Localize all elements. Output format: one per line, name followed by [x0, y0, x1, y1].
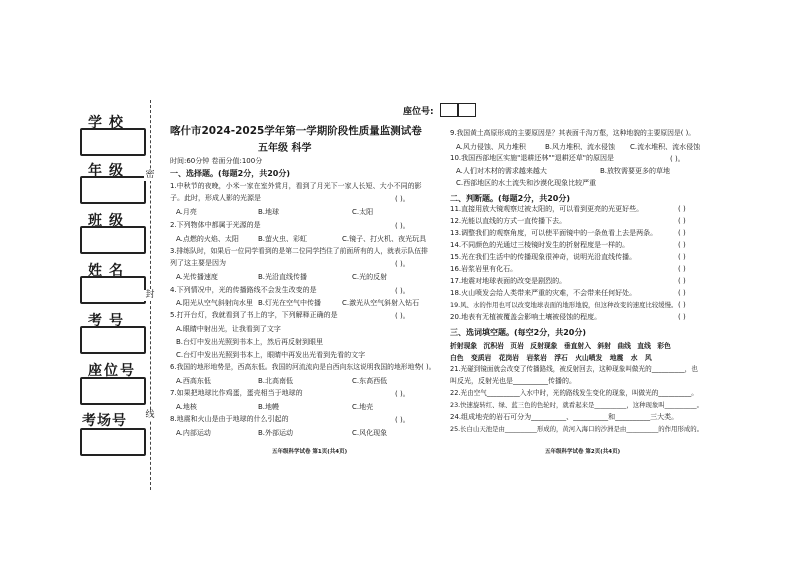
q2-option-a[interactable]: A.点燃的火焰、太阳: [176, 235, 239, 243]
section-2-heading: 二、判断题。(每题2分，共20分): [450, 194, 571, 203]
judge-12: 12.光能以直线的方式一直传播下去。: [450, 217, 567, 225]
question-7: 7.如果把地球比作鸡蛋，蛋壳相当于地球的: [170, 389, 303, 397]
seat-box-1[interactable]: [440, 103, 458, 117]
question-8-answer[interactable]: ( )。: [395, 416, 410, 424]
page-title: 喀什市2024-2025学年第一学期阶段性质量监测试卷: [170, 125, 422, 137]
judge-15-answer[interactable]: ( ): [678, 253, 686, 261]
label-class: 班级: [88, 213, 130, 229]
question-8: 8.地震和火山是由于地球的什么引起的: [170, 415, 289, 423]
question-1-line-1: 1.中秋节的夜晚，小米一家在室外赏月，看到了月光下一家人长短、大小不同的影: [170, 182, 422, 190]
question-3-line-2: 列了这主要是因为: [170, 259, 226, 267]
q10-option-b[interactable]: B.放牧需要更多的草地: [600, 167, 671, 175]
judge-20-answer[interactable]: ( ): [678, 313, 686, 321]
section-3-heading: 三、选词填空题。(每空2分，共20分): [450, 328, 587, 337]
q5-option-b[interactable]: B.台灯中发出光照到书本上，然后再反射到眼里: [176, 338, 324, 346]
judge-11: 11.直接用放大镜观察过被太阳的，可以看到更亮的光更好些。: [450, 205, 644, 213]
q7-option-b[interactable]: B.地幔: [258, 403, 280, 411]
seat-box-2[interactable]: [458, 103, 476, 117]
q3-option-c[interactable]: C.光的反射: [352, 273, 388, 281]
word-bank-row-1: 折射现象 沉积岩 页岩 反射现象 垂直射入 斜射 曲线 直线 彩色: [450, 342, 671, 350]
q5-option-a[interactable]: A.眼睛中射出光，让我看到了文字: [176, 325, 281, 333]
label-name: 姓名: [88, 263, 130, 279]
q2-option-b[interactable]: B.萤火虫、彩虹: [258, 235, 308, 243]
q8-option-c[interactable]: C.风化现象: [352, 429, 388, 437]
q6-option-c[interactable]: C.东高西低: [352, 377, 388, 385]
q1-option-a[interactable]: A.月亮: [176, 208, 197, 216]
seat-number-field[interactable]: [80, 377, 146, 405]
q5-option-c[interactable]: C.台灯中发出光照到书本上，眼睛中再发出光看到先看的文字: [176, 351, 366, 359]
q3-option-a[interactable]: A.光传播速度: [176, 273, 218, 281]
q6-option-a[interactable]: A.西高东低: [176, 377, 211, 385]
question-2: 2.下列物体中都属于光源的是: [170, 221, 261, 229]
q4-option-a[interactable]: A.阳光从空气斜射向水里: [176, 299, 253, 307]
q8-option-a[interactable]: A.内部运动: [176, 429, 211, 437]
page-subtitle: 五年级 科学: [258, 143, 312, 154]
q4-option-c[interactable]: C.激光从空气斜射入钻石: [342, 299, 420, 307]
grade-field[interactable]: [80, 176, 146, 204]
question-9: 9.我国黄土高原形成的主要原因是？其表面千沟万壑，这种地貌的主要原因是( )。: [450, 129, 696, 137]
judge-15: 15.光在我们生活中的传播现象很神奇，说明光沿直线传播。: [450, 253, 637, 261]
question-1-answer[interactable]: ( )。: [395, 195, 410, 203]
q7-option-a[interactable]: A.地核: [176, 403, 197, 411]
question-5: 5.打开台灯，我就看到了书上的字，下列解释正确的是: [170, 311, 338, 319]
question-6: 6.我国的地形地势是，西高东低。我国的河流流向是自西向东这说明我国的地形地势( )。: [170, 363, 436, 371]
judge-14: 14.不同颜色的光通过三棱镜时发生的折射程度是一样的。: [450, 241, 630, 249]
q9-option-a[interactable]: A.风力侵蚀、风力堆积: [456, 143, 526, 151]
label-exam-room: 考场号: [82, 413, 127, 429]
label-school: 学校: [88, 115, 130, 131]
question-4: 4.下列情况中，光的传播路线不会发生改变的是: [170, 286, 317, 294]
label-seat-number: 座位号: [88, 363, 136, 379]
question-10: 10.我国西部地区实施"退耕还林""退耕还草"的原因是: [450, 154, 615, 162]
judge-16: 16.岩浆岩里有化石。: [450, 265, 518, 273]
section-1-heading: 一、选择题。(每题2分，共20分): [170, 169, 291, 178]
label-exam-number: 考号: [88, 313, 130, 329]
q9-option-b[interactable]: B.风力堆积、流水侵蚀: [545, 143, 616, 151]
q7-option-c[interactable]: C.地壳: [352, 403, 374, 411]
q9-option-c[interactable]: C.流水堆积、流水侵蚀: [630, 143, 701, 151]
question-21-line-2: 叫反光，反射光也是__________传播的。: [450, 377, 576, 385]
question-5-answer[interactable]: ( )。: [395, 312, 410, 320]
judge-12-answer[interactable]: ( ): [678, 217, 686, 225]
seal-char-1: 密: [145, 170, 155, 180]
seal-char-2: 封: [145, 290, 155, 300]
question-10-answer[interactable]: ( )。: [670, 155, 685, 163]
judge-18-answer[interactable]: ( ): [678, 289, 686, 297]
judge-13-answer[interactable]: ( ): [678, 229, 686, 237]
q10-option-a[interactable]: A.人们对木材的需求越来越大: [456, 167, 547, 175]
school-field[interactable]: [80, 128, 146, 156]
seal-char-3: 线: [145, 410, 155, 420]
q3-option-b[interactable]: B.光沿直线传播: [258, 273, 308, 281]
question-4-answer[interactable]: ( )。: [395, 287, 410, 295]
question-7-answer[interactable]: ( )。: [395, 390, 410, 398]
question-25: 25.长白山天池是由__________形成的，黄河入海口的沙洲是由__________的作用形成的。: [450, 425, 704, 433]
q8-option-b[interactable]: B.外部运动: [258, 429, 294, 437]
question-3-line-1: 3.排练队时，如果后一位同学看到的是第二位同学挡住了前面所有的人，就表示队伍排: [170, 247, 428, 255]
q6-option-b[interactable]: B.北高南低: [258, 377, 294, 385]
q1-option-b[interactable]: B.地球: [258, 208, 280, 216]
question-2-answer[interactable]: ( )。: [395, 222, 410, 230]
page-1-footer: 五年级科学试卷 第1页(共4页): [272, 449, 348, 455]
label-grade: 年级: [88, 163, 130, 179]
q4-option-b[interactable]: B.灯光在空气中传播: [258, 299, 322, 307]
judge-11-answer[interactable]: ( ): [678, 205, 686, 213]
question-1-line-2: 子。此时，形成人影的光源是: [170, 194, 261, 202]
question-3-answer[interactable]: ( )。: [395, 260, 410, 268]
judge-17-answer[interactable]: ( ): [678, 277, 686, 285]
exam-room-field[interactable]: [80, 428, 146, 456]
question-24: 24.组成地壳的岩石可分为__________、__________和__________三大类。: [450, 413, 679, 421]
exam-number-field[interactable]: [80, 326, 146, 354]
q10-option-c[interactable]: C.西部地区的水土流失和沙漠化现象比较严重: [456, 179, 597, 187]
judge-16-answer[interactable]: ( ): [678, 265, 686, 273]
judge-18: 18.火山喷发会给人类带来严重的灾难，不会带来任何好处。: [450, 289, 637, 297]
seat-label: 座位号:: [403, 107, 434, 117]
name-field[interactable]: [80, 276, 146, 304]
judge-13: 13.调整我们的观察角度，可以使平面镜中的一条鱼看上去是两条。: [450, 229, 658, 237]
question-21-line-1: 21.光碰到镜面就会改变了传播路线，被反射回去，这种现象叫做光的__________，也: [450, 365, 698, 373]
word-bank-row-2: 白色 变质岩 花岗岩 岩浆岩 浮石 火山喷发 地震 水 风: [450, 354, 652, 362]
exam-meta: 时间:60分钟 卷面分值:100分: [170, 157, 263, 165]
judge-20: 20.地表有无植被覆盖会影响土壤被侵蚀的程度。: [450, 313, 602, 321]
judge-19: 19.风、水的作用也可以改变地球表面的地形地貌，但这种改变的速度比较缓慢。: [450, 301, 678, 309]
judge-14-answer[interactable]: ( ): [678, 241, 686, 249]
q2-option-c[interactable]: C.镜子、打火机、夜光玩具: [342, 235, 427, 243]
judge-19-answer[interactable]: ( ): [678, 301, 686, 309]
class-field[interactable]: [80, 226, 146, 254]
judge-17: 17.地震对地球表面的改变是剧烈的。: [450, 277, 567, 285]
page-2-footer: 五年级科学试卷 第2页(共4页): [545, 449, 621, 455]
question-23: 23.快速旋转红、绿、蓝三色的色轮时，就看起来是__________，这种现象叫__________。: [450, 401, 704, 409]
q1-option-c[interactable]: C.太阳: [352, 208, 374, 216]
question-22: 22.光由空气__________入水中时，光的路线发生变化的现象，叫做光的__________。: [450, 389, 698, 397]
